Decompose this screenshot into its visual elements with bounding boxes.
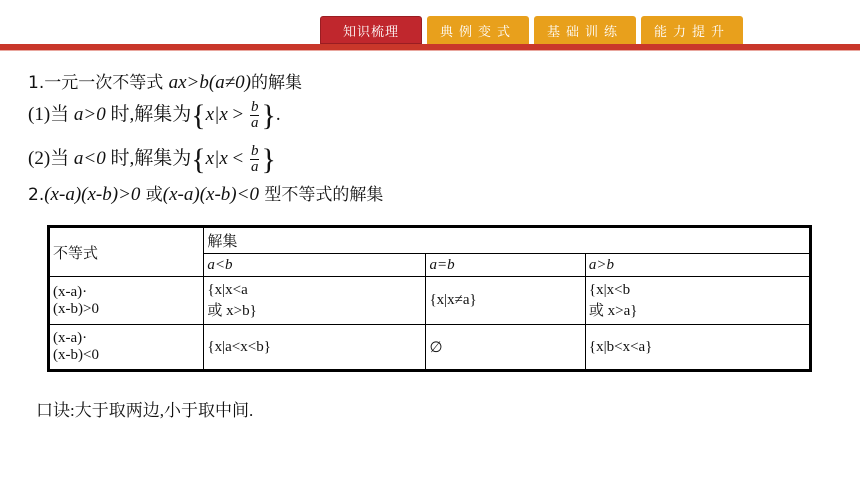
row2-c3: {x|b<x<a} xyxy=(585,325,810,371)
row1-c1-line1: {x|x<a xyxy=(207,281,248,298)
section1-title xyxy=(28,70,302,96)
case2-set-var: x|x xyxy=(205,147,228,169)
header-rule-shadow xyxy=(0,50,860,51)
left-brace-icon: { xyxy=(191,142,206,176)
case1-line xyxy=(28,100,281,131)
right-brace-icon: } xyxy=(261,98,276,132)
col-a-greater-b xyxy=(585,254,810,277)
tab-typical-examples[interactable]: 典例变式 xyxy=(427,16,529,44)
case2-numerator: b xyxy=(250,143,259,159)
row1-c3 xyxy=(585,277,810,325)
case2-prefix: (2)当 xyxy=(28,147,74,169)
tab-ability-improvement[interactable]: 能力提升 xyxy=(641,16,743,44)
case2-condition: a<0 xyxy=(73,147,106,169)
case2-denominator: a xyxy=(250,159,259,175)
case1-set-var: x|x xyxy=(205,103,228,125)
header-solution-set: 解集 xyxy=(204,227,811,254)
case1-relation: > xyxy=(227,103,248,125)
col-a-less-b xyxy=(204,254,426,277)
case1-prefix: (1)当 xyxy=(28,103,74,125)
row2-c2: ∅ xyxy=(426,325,585,371)
row1-ineq-line1: (x-a)· xyxy=(53,283,88,300)
section2-title-suffix: 型不等式的解集 xyxy=(258,185,384,205)
section2-expr2: (x-a)(x-b)<0 xyxy=(162,184,259,205)
section1-title-suffix: 的解集 xyxy=(250,73,302,93)
section2-title xyxy=(28,182,383,208)
case2-fraction xyxy=(250,144,260,175)
mnemonic-note: 口诀:大于取两边,小于取中间. xyxy=(36,401,254,420)
tab-basic-training[interactable]: 基础训练 xyxy=(534,16,636,44)
row2-inequality xyxy=(49,325,204,371)
col1-text: a<b xyxy=(207,256,233,273)
case1-mid: 时,解集为 xyxy=(105,103,192,125)
case1-fraction xyxy=(250,100,260,131)
col2-text: a=b xyxy=(429,256,455,273)
case1-numerator: b xyxy=(250,99,259,115)
table-row xyxy=(49,277,811,325)
case2-line xyxy=(28,144,276,175)
row2-ineq-line2: (x-b)<0 xyxy=(53,347,99,363)
section-tabs xyxy=(320,16,743,46)
case1-condition: a>0 xyxy=(73,103,106,125)
col3-text: a>b xyxy=(588,256,615,273)
row2-ineq-line1: (x-a)· xyxy=(53,330,88,346)
section1-title-expr xyxy=(169,72,251,93)
row1-c1-line2: 或 x>b} xyxy=(207,302,257,319)
right-brace-icon: } xyxy=(261,142,276,176)
row2-c1: {x|a<x<b} xyxy=(204,325,426,371)
col-a-equal-b xyxy=(426,254,585,277)
case1-denominator: a xyxy=(250,115,259,131)
left-brace-icon: { xyxy=(191,98,206,132)
case2-mid: 时,解集为 xyxy=(105,147,192,169)
section2-expr1: (x-a)(x-b)>0 xyxy=(44,184,141,205)
case1-end: . xyxy=(275,103,281,125)
row1-c1 xyxy=(204,277,426,325)
header-inequality: 不等式 xyxy=(49,227,204,277)
section1-title-prefix: 1.一元一次不等式 xyxy=(28,73,169,93)
section2-title-prefix: 2. xyxy=(28,185,45,205)
table-header-row xyxy=(49,227,811,254)
row1-inequality xyxy=(49,277,204,325)
solution-table xyxy=(47,225,812,372)
section2-or: 或 xyxy=(140,185,163,205)
row1-c3-line2: 或 x>a} xyxy=(588,302,638,319)
section1-title-expr-text: ax>b(a≠0) xyxy=(168,72,251,93)
row1-c3-line1: {x|x<b xyxy=(588,281,631,298)
tab-knowledge-review[interactable]: 知识梳理 xyxy=(320,16,422,44)
table-row xyxy=(49,325,811,371)
row1-ineq-line2: (x-b)>0 xyxy=(53,300,99,317)
row1-c2: {x|x≠a} xyxy=(426,277,585,325)
case2-relation: < xyxy=(227,147,248,169)
